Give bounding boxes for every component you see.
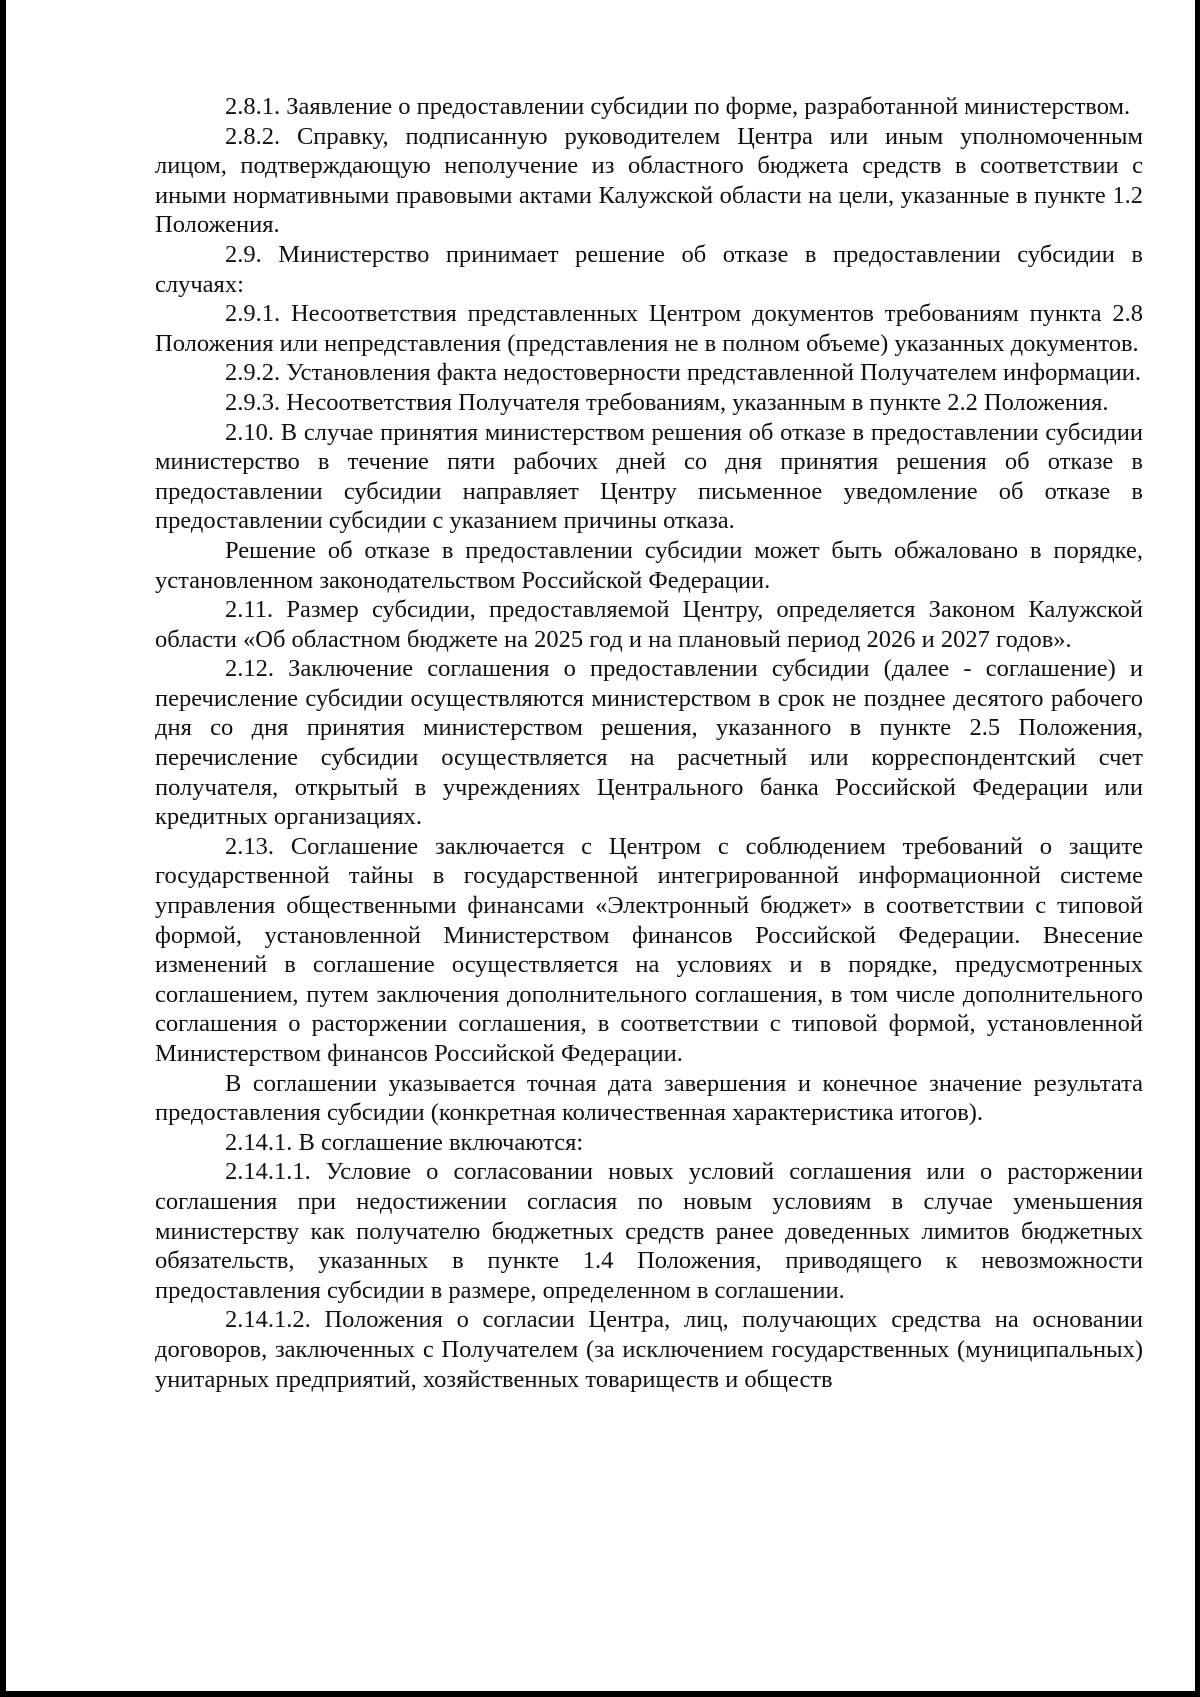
paragraph-2-10-appeal: Решение об отказе в предоставлении субсидии может быть обжаловано в порядке, установленном законодательством Российской Федерации. bbox=[155, 536, 1143, 594]
page-border-right bbox=[1195, 0, 1200, 1697]
paragraph-2-9-2: 2.9.2. Установления факта недостоверности представленной Получателем информации. bbox=[225, 359, 1141, 387]
paragraph-2-14-1: 2.14.1. В соглашение включаются: bbox=[225, 1128, 584, 1156]
page-border-bottom bbox=[0, 1691, 1200, 1697]
paragraph-2-13: 2.13. Соглашение заключается с Центром с соблюдением требований о защите государственной тайны в государственной интегрированной информационной системе управления общественными финансами «Электронный бюджет» в соответствии с типовой формой, установленной Министерством финансов Российской Федерации. Внесение изменений в соглашение осуществляется на условиях и в порядке, предусмотренных соглашением, путем заключения дополнительного соглашения, в том числе дополнительного соглашения о расторжении соглашения, в соответствии с типовой формой, установленной Министерством финансов Российской Федерации. bbox=[155, 832, 1143, 1067]
paragraph-2-9: 2.9. Министерство принимает решение об отказе в предоставлении субсидии в случаях: bbox=[155, 240, 1143, 298]
paragraph-2-9-3: 2.9.3. Несоответствия Получателя требованиям, указанным в пункте 2.2 Положения. bbox=[225, 388, 1109, 416]
page-border-left bbox=[0, 0, 6, 1697]
paragraph-2-8-2: 2.8.2. Справку, подписанную руководителем Центра или иным уполномоченным лицом, подтверждающую неполучение из областного бюджета средств в соответствии с иными нормативными правовыми актами Калужской области на цели, указанные в пункте 1.2 Положения. bbox=[155, 122, 1143, 239]
paragraph-2-12: 2.12. Заключение соглашения о предоставлении субсидии (далее - соглашение) и перечисление субсидии осуществляются министерством в срок не позднее десятого рабочего дня со дня принятия министерством решения, указанного в пункте 2.5 Положения, перечисление субсидии осуществляется на расчетный или корреспондентский счет получателя, открытый в учреждениях Центрального банка Российской Федерации или кредитных организациях. bbox=[155, 655, 1143, 831]
paragraph-2-10: 2.10. В случае принятия министерством решения об отказе в предоставлении субсидии министерство в течение пяти рабочих дней со дня принятия решения об отказе в предоставлении субсидии направляет Центру письменное уведомление об отказе в предоставлении субсидии с указанием причины отказа. bbox=[155, 418, 1143, 535]
paragraph-2-14-1-2: 2.14.1.2. Положения о согласии Центра, лиц, получающих средства на основании договоров, заключенных с Получателем (за исключением государственных (муниципальных) унитарных предприятий, хозяйственных товариществ и обществ bbox=[155, 1306, 1143, 1393]
paragraph-2-13-completion-date: В соглашении указывается точная дата завершения и конечное значение результата предоставления субсидии (конкретная количественная характеристика итогов). bbox=[155, 1069, 1143, 1127]
document-body bbox=[155, 92, 1143, 1394]
paragraph-2-14-1-1: 2.14.1.1. Условие о согласовании новых условий соглашения или о расторжении соглашения при недостижении согласия по новым условиям в случае уменьшения министерству как получателю бюджетных средств ранее доведенных лимитов бюджетных обязательств, указанных в пункте 1.4 Положения, приводящего к невозможности предоставления субсидии в размере, определенном в соглашении. bbox=[155, 1158, 1143, 1304]
paragraph-2-11: 2.11. Размер субсидии, предоставляемой Центру, определяется Законом Калужской области «Об областном бюджете на 2025 год и на плановый период 2026 и 2027 годов». bbox=[155, 596, 1143, 653]
paragraph-2-8-1: 2.8.1. Заявление о предоставлении субсидии по форме, разработанной министерством. bbox=[225, 93, 1131, 120]
paragraph-2-9-1: 2.9.1. Несоответствия представленных Центром документов требованиям пункта 2.8 Положения или непредставления (представления не в полном объеме) указанных документов. bbox=[155, 300, 1143, 357]
